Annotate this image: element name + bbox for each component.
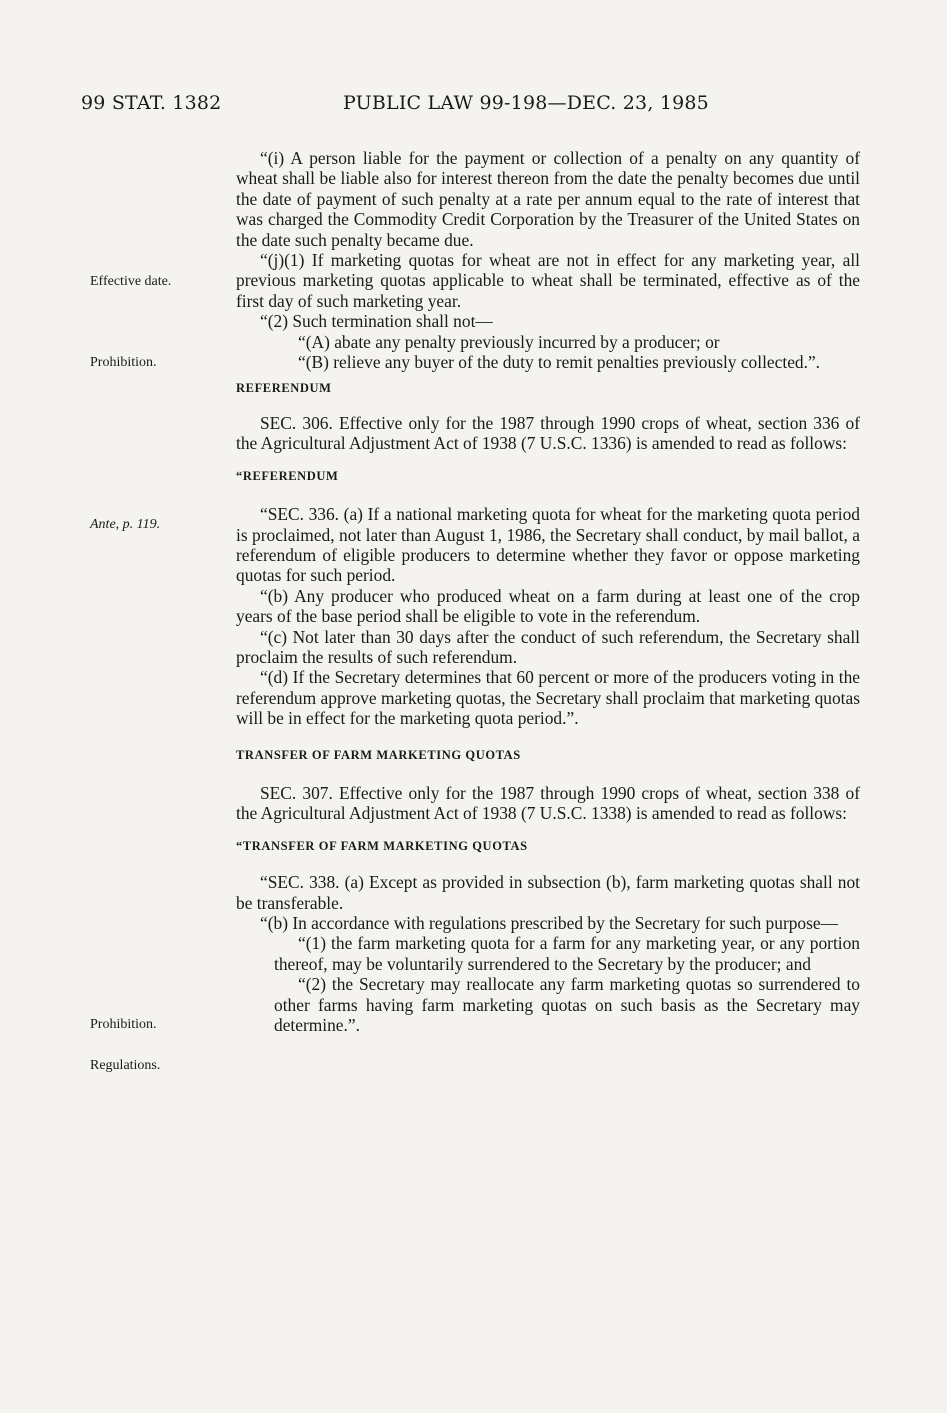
section-336-b: “(b) Any producer who produced wheat on a farm during at least one of the crop years of the base period shall be eligible to vote in the referendum.: [236, 585, 860, 627]
paragraph-j2-b: “(B) relieve any buyer of the duty to remit penalties previously collected.”.: [298, 352, 821, 373]
section-338-b-1: “(1) the farm marketing quota for a farm for any marketing year, or any portion thereof, may be voluntarily surrendered to the Secretary by the producer; and: [274, 933, 860, 974]
margin-note-effective-date: Effective date.: [90, 274, 172, 289]
section-338-b: “(b) In accordance with regulations prescribed by the Secretary for such purpose—: [260, 913, 839, 933]
section-338-b-2: “(2) the Secretary may reallocate any farm marketing quotas so surrendered to other farms having farm marketing quotas on such basis as the Secretary may determine.”.: [274, 974, 860, 1036]
quoted-heading-transfer: “TRANSFER OF FARM MARKETING QUOTAS: [236, 838, 528, 853]
section-heading-transfer: TRANSFER OF FARM MARKETING QUOTAS: [236, 747, 521, 762]
section-306: SEC. 306. Effective only for the 1987 through 1990 crops of wheat, section 336 of the Agricultural Adjustment Act of 1938 (7 U.S.C. 1336) is amended to read as follows:: [236, 412, 860, 454]
paragraph-i: “(i) A person liable for the payment or collection of a penalty on any quantity of wheat shall be liable also for interest thereon from the date the penalty becomes due until the date of payment of such penalty at a rate per annum equal to the rate of interest that was charged the Commodity Credit Corporation by the Treasurer of the United States on the date such penalty became due.: [236, 148, 860, 250]
paragraph-j2-a: “(A) abate any penalty previously incurred by a producer; or: [298, 331, 720, 352]
section-338-a: “SEC. 338. (a) Except as provided in subsection (b), farm marketing quotas shall not be transferable.: [236, 872, 860, 913]
statute-body: [236, 148, 860, 1035]
margin-note-ante: Ante, p. 119.: [90, 517, 161, 532]
quoted-heading-referendum: “REFERENDUM: [236, 468, 339, 483]
paragraph-j2: “(2) Such termination shall not—: [260, 311, 493, 332]
page-stat-citation: 99 STAT. 1382: [81, 92, 222, 114]
section-336-a: “SEC. 336. (a) If a national marketing quota for wheat for the marketing quota period is proclaimed, not later than August 1, 1986, the Secretary shall conduct, by mail ballot, a referendum of eligible producers to determine whether they favor or oppose marketing quotas for such period.: [236, 504, 860, 586]
paragraph-j1: “(j)(1) If marketing quotas for wheat are not in effect for any marketing year, all previous marketing quotas applicable to wheat shall be terminated, effective as of the first day of such marketing year.: [236, 250, 860, 311]
section-336-d: “(d) If the Secretary determines that 60 percent or more of the producers voting in the referendum approve marketing quotas, the Secretary shall proclaim that marketing quotas will be in effect for the marketing quota period.”.: [236, 667, 860, 729]
margin-note-prohibition: Prohibition.: [90, 355, 157, 370]
margin-note-regulations: Regulations.: [90, 1058, 161, 1073]
section-heading-referendum: REFERENDUM: [236, 381, 332, 396]
margin-note-prohibition-2: Prohibition.: [90, 1017, 157, 1032]
section-307: SEC. 307. Effective only for the 1987 through 1990 crops of wheat, section 338 of the Agricultural Adjustment Act of 1938 (7 U.S.C. 1338) is amended to read as follows:: [236, 782, 860, 824]
page-running-title: PUBLIC LAW 99-198—DEC. 23, 1985: [343, 92, 709, 114]
section-336-c: “(c) Not later than 30 days after the conduct of such referendum, the Secretary shall proclaim the results of such referendum.: [236, 626, 860, 667]
